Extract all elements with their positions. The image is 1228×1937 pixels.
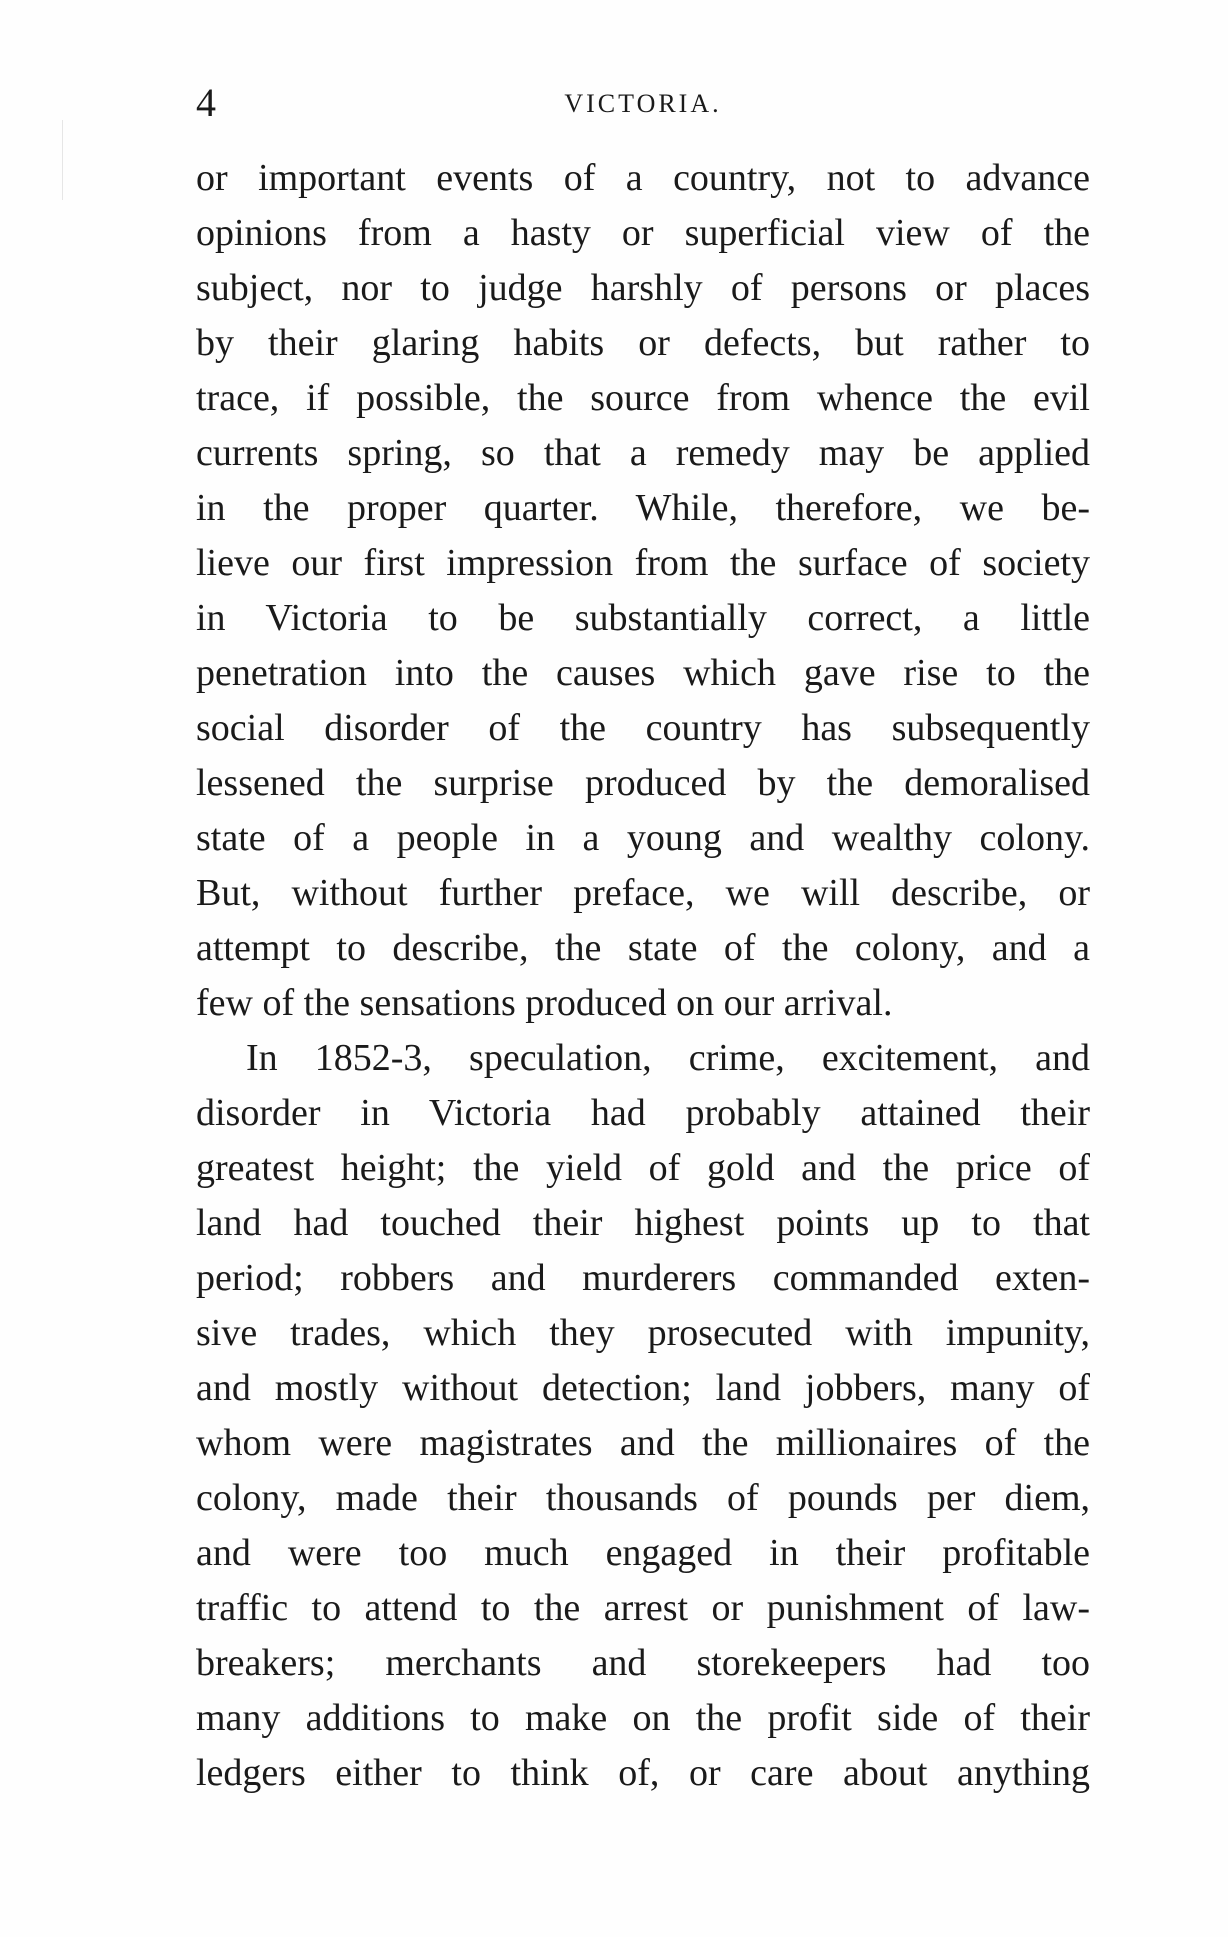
text-line: trace, if possible, the source from whence the evil <box>196 377 1090 419</box>
text-line: greatest height; the yield of gold and the price of <box>196 1147 1090 1189</box>
text-line: colony, made their thousands of pounds per diem, <box>196 1477 1090 1519</box>
text-line: state of a people in a young and wealthy colony. <box>196 817 1090 859</box>
text-line: currents spring, so that a remedy may be applied <box>196 432 1090 474</box>
text-line: by their glaring habits or defects, but rather to <box>196 322 1090 364</box>
text-line: social disorder of the country has subsequently <box>196 707 1090 749</box>
text-line: sive trades, which they prosecuted with impunity, <box>196 1312 1090 1354</box>
text-line: traffic to attend to the arrest or punishment of law- <box>196 1587 1090 1629</box>
text-line: few of the sensations produced on our arrival. <box>196 982 893 1024</box>
body-text <box>196 151 1090 1871</box>
paragraph-1 <box>196 151 1090 1031</box>
text-line: and were too much engaged in their profitable <box>196 1532 1090 1574</box>
text-line: ledgers either to think of, or care about anything <box>196 1752 1090 1794</box>
text-line: many additions to make on the profit side of their <box>196 1697 1090 1739</box>
text-line: In 1852-3, speculation, crime, excitement, and <box>246 1037 1090 1079</box>
page-number: 4 <box>196 80 216 125</box>
text-line: period; robbers and murderers commanded exten- <box>196 1257 1090 1299</box>
text-line: lessened the surprise produced by the demoralised <box>196 762 1090 804</box>
margin-rule <box>62 120 63 200</box>
text-line: lieve our first impression from the surface of society <box>196 542 1090 584</box>
text-line: or important events of a country, not to advance <box>196 157 1090 199</box>
text-line: in Victoria to be substantially correct, a little <box>196 597 1090 639</box>
text-line: whom were magistrates and the millionaires of the <box>196 1422 1090 1464</box>
running-head <box>196 78 1090 128</box>
text-line: attempt to describe, the state of the colony, and a <box>196 927 1090 969</box>
text-line: in the proper quarter. While, therefore, we be- <box>196 487 1090 529</box>
text-line: breakers; merchants and storekeepers had too <box>196 1642 1090 1684</box>
text-line: opinions from a hasty or superficial view of the <box>196 212 1090 254</box>
text-line: But, without further preface, we will describe, or <box>196 872 1090 914</box>
text-line: subject, nor to judge harshly of persons or places <box>196 267 1090 309</box>
running-title: VICTORIA. <box>564 89 722 118</box>
text-line: penetration into the causes which gave rise to the <box>196 652 1090 694</box>
paragraph-2 <box>196 1031 1090 1801</box>
text-line: land had touched their highest points up to that <box>196 1202 1090 1244</box>
text-line: disorder in Victoria had probably attained their <box>196 1092 1090 1134</box>
text-line: and mostly without detection; land jobbers, many of <box>196 1367 1090 1409</box>
